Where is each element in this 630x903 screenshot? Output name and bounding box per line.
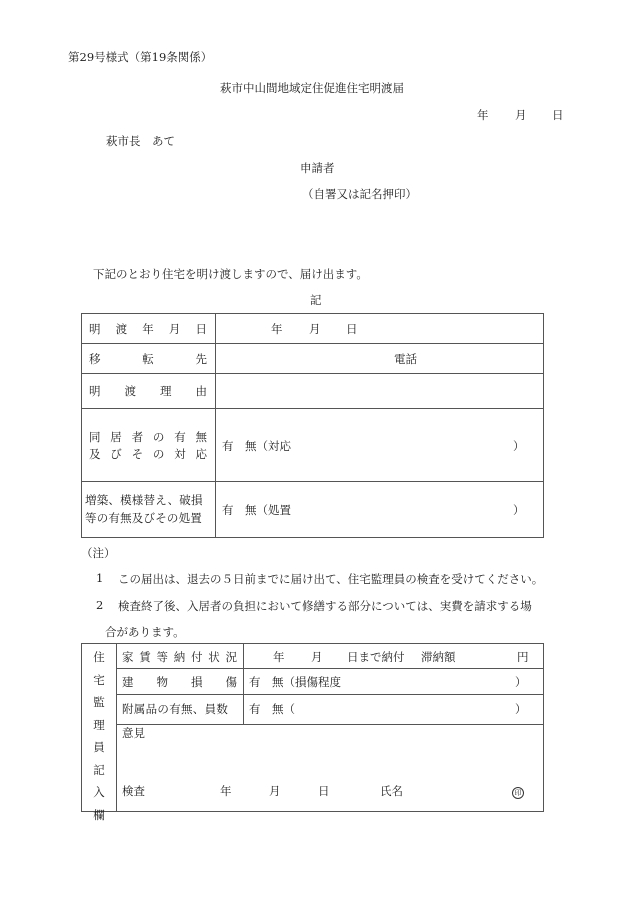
seal-mark xyxy=(512,784,524,799)
note-2-number: 2 xyxy=(96,598,104,612)
label-char: 状 xyxy=(208,650,220,664)
inspection-month[interactable]: 月 xyxy=(269,784,281,798)
label-cohabitants-line2 xyxy=(89,446,207,462)
addressee: 萩市長 あて xyxy=(106,134,175,148)
seal-icon: 印 xyxy=(512,787,524,799)
note-2-text: 検査終了後、入居者の負担において修繕する部分については、実費を請求する場 xyxy=(118,599,532,613)
inspection-day[interactable]: 日 xyxy=(318,784,330,798)
label-char: 無 xyxy=(195,430,207,444)
label-char: 物 xyxy=(156,675,168,689)
inspection-label: 検査 xyxy=(122,784,145,798)
label-rent-payment xyxy=(122,649,237,665)
row-divider xyxy=(81,408,544,409)
cohabitants-options[interactable]: 有 無（対応 xyxy=(222,439,291,453)
main-table-divider xyxy=(215,313,216,538)
rent-paid-until[interactable]: 日まで納付 xyxy=(347,650,405,664)
label-column-divider xyxy=(243,643,244,724)
label-alterations-line2: 等の有無及びその処置 xyxy=(85,511,202,525)
inspector-side-label xyxy=(87,646,111,826)
label-char: 損 xyxy=(191,675,203,689)
label-char: 転 xyxy=(142,352,154,366)
rent-year[interactable]: 年 xyxy=(273,650,285,664)
label-building-damage xyxy=(122,674,237,690)
date-day-label: 日 xyxy=(552,108,564,122)
label-alterations-line1: 増築、模様替え、破損 xyxy=(85,493,203,507)
phone-label: 電話 xyxy=(394,352,417,366)
intro-text: 下記のとおり住宅を明け渡しますので、届け出ます。 xyxy=(93,267,368,281)
signature-note: （自署又は記名押印） xyxy=(302,187,417,201)
document-title: 萩市中山間地域定住促進住宅明渡届 xyxy=(220,81,404,95)
building-damage-close-paren: ） xyxy=(515,675,527,689)
label-char: の xyxy=(152,430,165,444)
side-char: 員 xyxy=(93,740,105,754)
note-2-continuation: 合があります。 xyxy=(105,625,185,639)
handover-year[interactable]: 年 xyxy=(271,322,283,336)
handover-reason-field[interactable] xyxy=(217,374,544,408)
label-char: 賃 xyxy=(139,650,151,664)
date-year-label: 年 xyxy=(477,108,489,122)
side-char: 宅 xyxy=(93,672,105,687)
side-char: 理 xyxy=(93,717,105,732)
side-char: 記 xyxy=(93,762,105,777)
note-1-number: 1 xyxy=(96,571,104,585)
arrears-label: 滞納額 xyxy=(421,650,456,664)
rent-month[interactable]: 月 xyxy=(311,650,323,664)
label-char: 由 xyxy=(195,384,207,398)
row-divider xyxy=(116,668,544,669)
inspector-name-label: 氏名 xyxy=(380,784,403,798)
label-char: 理 xyxy=(160,384,172,398)
label-handover-reason xyxy=(89,383,207,399)
fixtures-close-paren: ） xyxy=(515,702,527,716)
label-char: 月 xyxy=(168,322,181,336)
opinion-field[interactable] xyxy=(120,740,540,770)
notes-heading: （注） xyxy=(81,546,116,560)
label-char: 付 xyxy=(191,650,203,664)
label-char: 渡 xyxy=(124,384,136,398)
side-char: 監 xyxy=(93,695,105,709)
row-divider xyxy=(116,724,544,725)
inspection-year[interactable]: 年 xyxy=(220,784,232,798)
relocation-address-field[interactable] xyxy=(217,343,544,373)
handover-day[interactable]: 日 xyxy=(346,322,358,336)
label-char: び xyxy=(110,447,122,461)
side-char: 欄 xyxy=(93,807,105,822)
label-char: 等 xyxy=(156,650,168,664)
label-char: 家 xyxy=(122,650,134,664)
label-char: 移 xyxy=(89,352,101,366)
label-char: の xyxy=(152,447,165,461)
label-char: 先 xyxy=(195,352,207,366)
note-1-text: この届出は、退去の５日前までに届け出て、住宅監理員の検査を受けてください。 xyxy=(118,572,544,586)
alterations-options[interactable]: 有 無（処置 xyxy=(222,503,291,517)
label-char: 対 xyxy=(174,447,186,461)
label-char: そ xyxy=(131,447,144,461)
form-number: 第29号様式（第19条関係） xyxy=(68,50,213,64)
side-char: 住 xyxy=(93,650,105,664)
label-char: 渡 xyxy=(115,322,128,336)
label-char: 傷 xyxy=(225,675,237,689)
handover-month[interactable]: 月 xyxy=(309,322,321,336)
label-char: 者 xyxy=(131,430,144,444)
label-handover-date xyxy=(89,321,207,337)
label-char: 及 xyxy=(89,447,101,461)
opinion-label: 意見 xyxy=(122,726,145,740)
label-char: 納 xyxy=(173,650,186,664)
label-char: 況 xyxy=(225,650,237,664)
label-char: 有 xyxy=(174,430,186,444)
label-char: 応 xyxy=(195,447,207,461)
label-relocation-address xyxy=(89,351,207,367)
label-char: 明 xyxy=(89,384,101,398)
cohabitants-close-paren: ） xyxy=(513,439,525,453)
label-char: 建 xyxy=(122,675,134,689)
label-char: 居 xyxy=(110,430,122,444)
building-damage-options[interactable]: 有 無（損傷程度 xyxy=(249,675,341,689)
label-fixtures: 附属品の有無、員数 xyxy=(122,702,229,716)
ki-heading: 記 xyxy=(310,293,322,307)
label-cohabitants-line1 xyxy=(89,429,207,445)
fixtures-options[interactable]: 有 無（ xyxy=(249,702,295,716)
date-month-label: 月 xyxy=(515,108,527,122)
label-char: 年 xyxy=(142,322,154,336)
label-char: 同 xyxy=(89,430,101,444)
label-char: 日 xyxy=(195,322,207,336)
side-char: 入 xyxy=(93,785,105,799)
label-char: 明 xyxy=(89,322,101,336)
yen-unit: 円 xyxy=(517,650,529,664)
row-divider xyxy=(81,481,544,482)
row-divider xyxy=(116,694,544,695)
alterations-close-paren: ） xyxy=(513,503,525,517)
applicant-label: 申請者 xyxy=(300,161,335,175)
